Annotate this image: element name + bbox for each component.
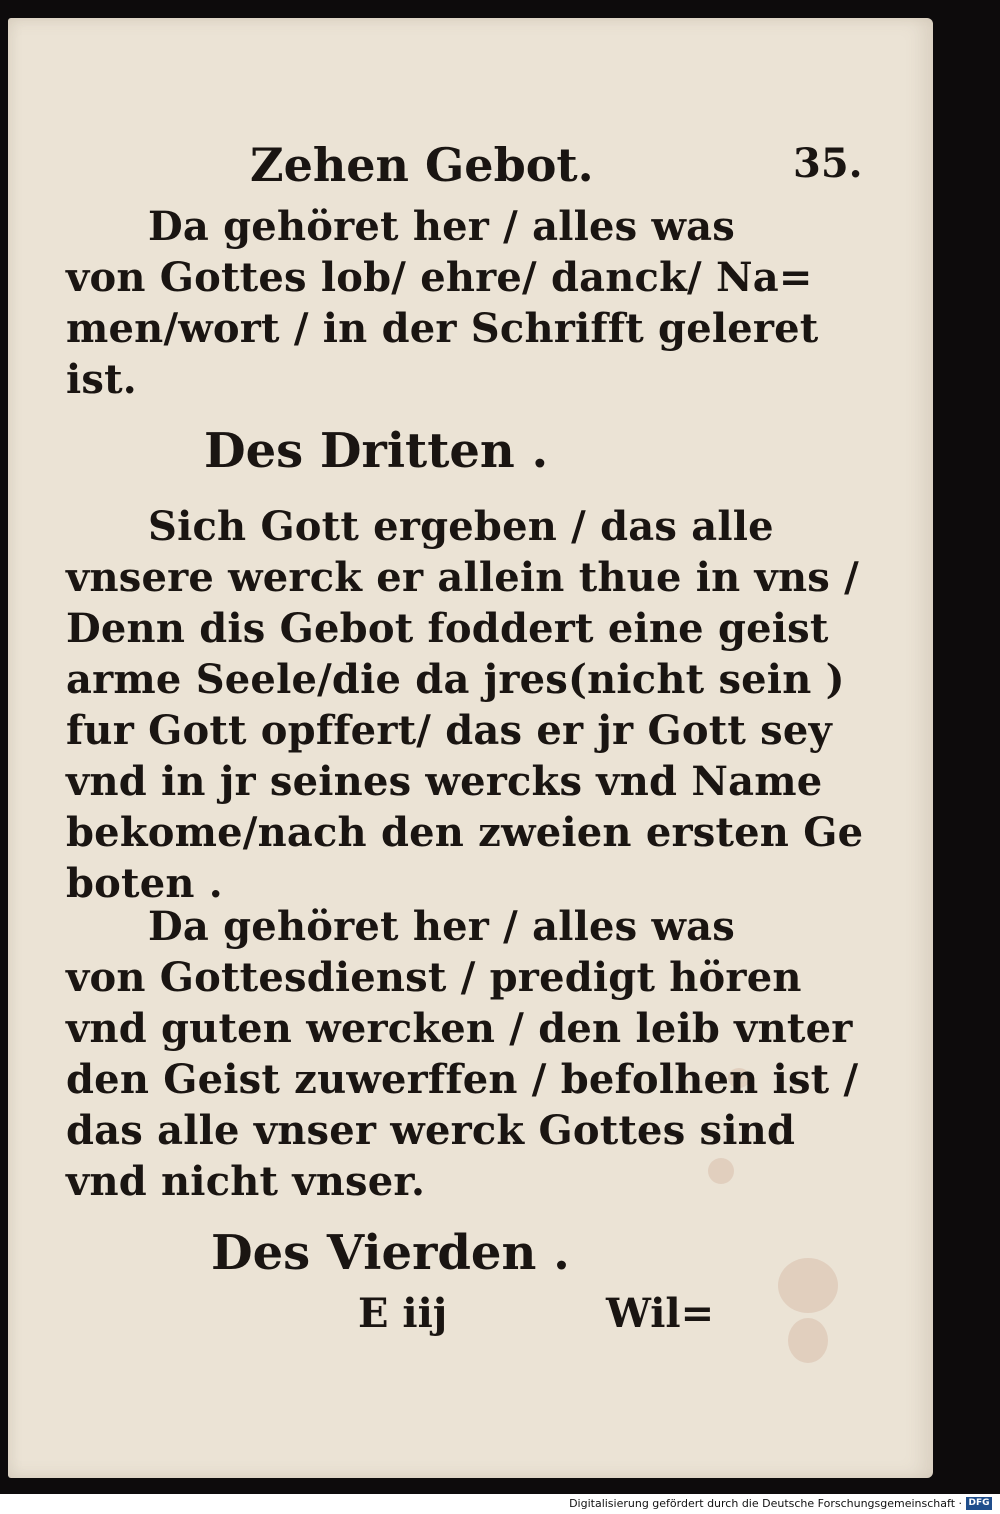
text-line: vnd guten wercken / den leib vnter xyxy=(66,1005,853,1052)
text-line: fur Gott opffert/ das er jr Gott sey xyxy=(66,707,832,754)
text-line: ist. xyxy=(66,356,137,403)
text-line: boten . xyxy=(66,860,223,907)
stain xyxy=(708,1158,734,1184)
text-line: von Gottes lob/ ehre/ danck/ Na= xyxy=(66,254,813,301)
catchword: Wil= xyxy=(606,1290,715,1337)
dfg-logo: DFG xyxy=(966,1497,992,1510)
text-line: vnsere werck er allein thue in vns / xyxy=(66,554,859,601)
stain xyxy=(778,1258,838,1313)
text-line: den Geist zuwerffen / befolhen ist / xyxy=(66,1056,859,1103)
running-head: Zehen Gebot. xyxy=(250,138,594,192)
signature-mark: E iij xyxy=(358,1290,448,1337)
text-line: Denn dis Gebot foddert eine geist xyxy=(66,605,829,652)
text-line: Da gehöret her / alles was xyxy=(148,903,735,950)
book-page xyxy=(8,18,933,1478)
page-number: 35. xyxy=(793,140,863,187)
funding-credit: Digitalisierung gefördert durch die Deutsche Forschungsgemeinschaft · xyxy=(569,1497,962,1510)
text-line: vnd nicht vnser. xyxy=(66,1158,426,1205)
stain xyxy=(788,1318,828,1363)
text-line: vnd in jr seines wercks vnd Name xyxy=(66,758,823,805)
section-heading-fourth: Des Vierden . xyxy=(211,1225,570,1281)
footer-bar xyxy=(0,1494,1000,1514)
section-heading-third: Des Dritten . xyxy=(204,423,549,479)
text-line: Sich Gott ergeben / das alle xyxy=(148,503,774,550)
text-line: arme Seele/die da jres(nicht sein ) xyxy=(66,656,845,703)
text-line: das alle vnser werck Gottes sind xyxy=(66,1107,796,1154)
text-line: men/wort / in der Schrifft geleret xyxy=(66,305,819,352)
text-line: bekome/nach den zweien ersten Ge xyxy=(66,809,864,856)
text-line: Da gehöret her / alles was xyxy=(148,203,735,250)
text-line: von Gottesdienst / predigt hören xyxy=(66,954,802,1001)
